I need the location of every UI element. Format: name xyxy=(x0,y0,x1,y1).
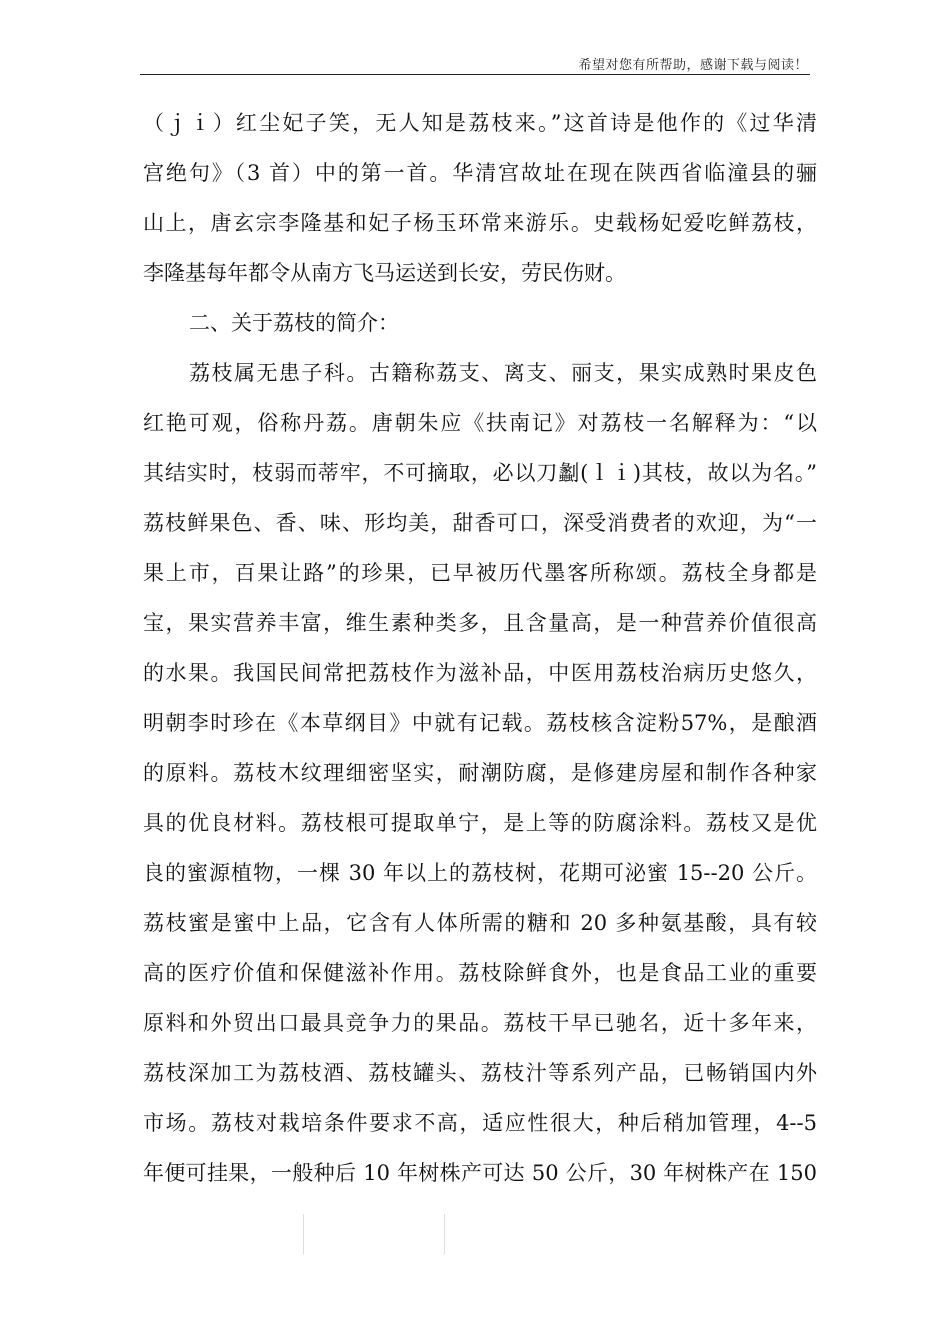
text-line: 具的优良材料。荔枝根可提取单宁，是上等的防腐涂料。荔枝又是优 xyxy=(143,811,817,835)
text-line: 荔枝属无患子科。古籍称荔支、离支、丽支，果实成熟时果皮色 xyxy=(189,361,817,385)
section-heading: 二、关于荔枝的简介： xyxy=(189,311,399,335)
footer-marks xyxy=(303,1214,445,1254)
text-line: 的原料。荔枝木纹理细密坚实，耐潮防腐，是修建房屋和制作各种家 xyxy=(143,761,817,785)
text-line: 荔枝鲜果色、香、味、形均美，甜香可口，深受消费者的欢迎，为“一 xyxy=(143,511,817,535)
text-line: 宫绝句》（3 首）中的第一首。华清宫故址在现在陕西省临潼县的骊 xyxy=(143,161,817,185)
text-line: 良的蜜源植物，一棵 30 年以上的荔枝树，花期可泌蜜 15--20 公斤。 xyxy=(143,861,817,885)
footer-divider-right xyxy=(444,1214,445,1254)
footer-divider-left xyxy=(303,1214,304,1254)
text-line: 市场。荔枝对栽培条件要求不高，适应性很大，种后稍加管理，4--5 xyxy=(143,1111,817,1135)
text-line: 红艳可观，俗称丹荔。唐朝朱应《扶南记》对荔枝一名解释为：“以 xyxy=(143,411,817,435)
text-line: 明朝李时珍在《本草纲目》中就有记载。荔枝核含淀粉57%，是酿酒 xyxy=(143,711,817,735)
text-line: 高的医疗价值和保健滋补作用。荔枝除鲜食外，也是食品工业的重要 xyxy=(143,961,817,985)
text-line: 李隆基每年都令从南方飞马运送到长安，劳民伤财。 xyxy=(143,261,626,285)
page-header xyxy=(140,52,810,75)
text-line: 果上市，百果让路”的珍果，已早被历代墨客所称颂。荔枝全身都是 xyxy=(143,561,817,585)
text-line: 宝，果实营养丰富，维生素种类多，且含量高，是一种营养价值很高 xyxy=(143,611,817,635)
text-line: 原料和外贸出口最具竞争力的果品。荔枝干早已驰名，近十多年来， xyxy=(143,1011,817,1035)
text-line: 年便可挂果，一般种后 10 年树株产可达 50 公斤，30 年树株产在 150 xyxy=(143,1161,817,1185)
text-line: （ｊｉ）红尘妃子笑，无人知是荔枝来。”这首诗是他作的《过华清 xyxy=(143,111,817,135)
text-line: 的水果。我国民间常把荔枝作为滋补品，中医用荔枝治病历史悠久， xyxy=(143,661,817,685)
text-line: 其结实时，枝弱而蒂牢，不可摘取，必以刀劙(ｌｉ)其枝，故以为名。” xyxy=(143,461,817,485)
header-text: 希望对您有所帮助，感谢下载与阅读！ xyxy=(578,58,808,73)
text-line: 荔枝深加工为荔枝酒、荔枝罐头、荔枝汁等系列产品，已畅销国内外 xyxy=(143,1061,817,1085)
text-line: 山上，唐玄宗李隆基和妃子杨玉环常来游乐。史载杨妃爱吃鲜荔枝， xyxy=(143,211,817,235)
document-body xyxy=(143,98,817,1198)
text-line: 荔枝蜜是蜜中上品，它含有人体所需的糖和 20 多种氨基酸，具有较 xyxy=(143,911,817,935)
